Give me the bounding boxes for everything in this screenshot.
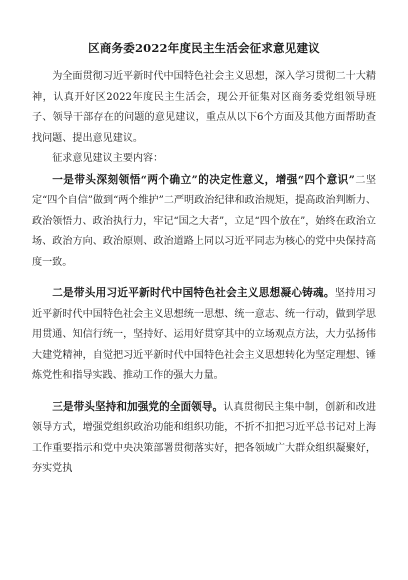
- section-2-heading: 二是带头用习近平新时代中国特色社会主义思想凝心铸魂。: [52, 287, 335, 299]
- content-intro: 征求意见建议主要内容：: [52, 153, 164, 164]
- section-1-heading: 一是带头深刻领悟“两个确立”的决定性意义，增强“四个意识”: [52, 173, 355, 186]
- section-2-body: 坚持用习近平新时代中国特色社会主义思想统一思想、统一意志、统一行动，做到学思用贯通、知信行统一，坚持好、运用好贯穿其中的立场观点方法，大力弘扬伟大建党精神，自觉把习近平新时代中国特色社会主义思想转化为坚定理想、锤炼党性和指导实践、推动工作的强大力量。: [32, 288, 376, 381]
- section-1: [32, 170, 376, 274]
- section-1-body: 二坚定“四个自信”做到“两个维护”二严明政治纪律和政治规矩，提高政治判断力、政治领悟力、政治执行力，牢记“国之大者”，立足“四个放在”，始终在政治立场、政治方向、政治原则、政治道路上同以习近平同志为核心的党中央保持高度一致。: [32, 174, 377, 268]
- section-3-heading: 三是带头坚持和加强党的全面领导。: [52, 400, 224, 413]
- section-3: [32, 397, 376, 480]
- section-3-body: 认真贯彻民主集中制，创新和改进领导方式，增强党组织政治功能和组织功能，不折不扣把习近平总书记对上海工作重要指示和党中央决策部署贯彻落实好，把各领域广大群众组织凝聚好，夯实党执: [32, 401, 377, 474]
- document-title: 区商务委2022年度民主生活会征求意见建议: [88, 41, 320, 55]
- intro-paragraph: 为全面贯彻习近平新时代中国特色社会主义思想，深入学习贯彻二十大精神，认真开好区2022年度民主生活会，现公开征集对区商务委党组领导班子、领导干部存在的问题的意见建议，重点从以下6个方面及其他方面帮助查找问题、提出意见建议。: [32, 71, 376, 144]
- section-2: [32, 283, 376, 387]
